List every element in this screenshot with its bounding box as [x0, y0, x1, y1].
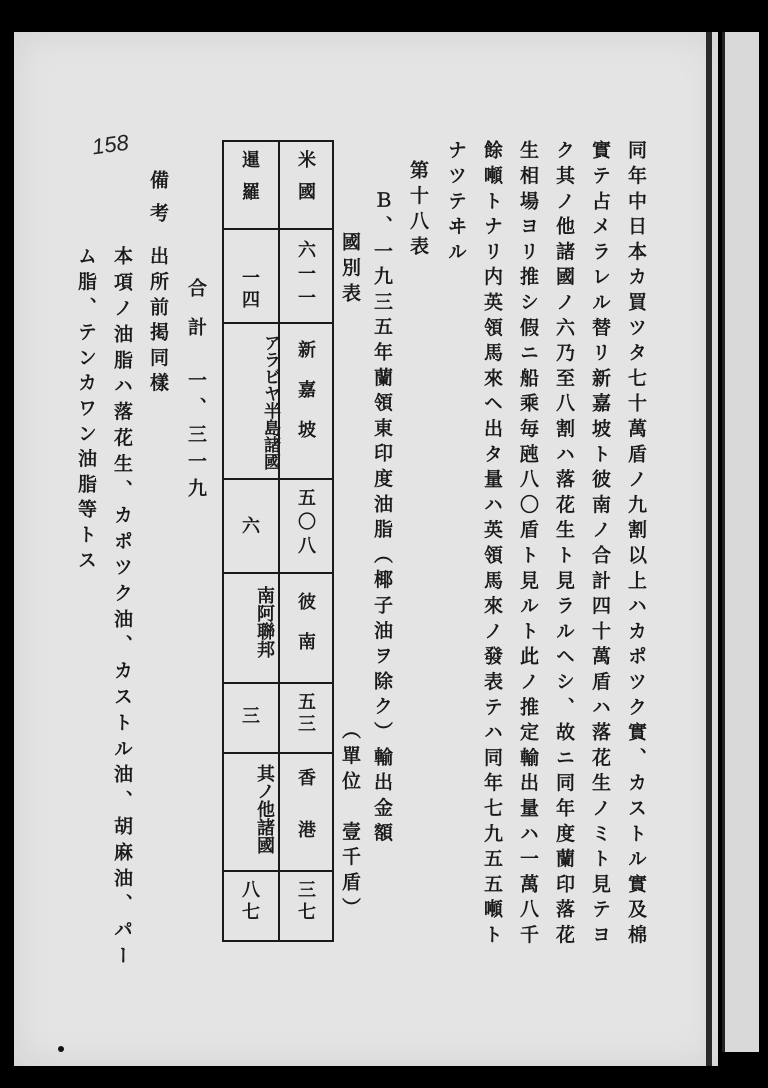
- table-cell-name: 米國: [295, 150, 316, 214]
- notes-source: 出所前掲同樣: [147, 246, 169, 398]
- notes-line-1: 本項ノ油脂ハ落花生、カポツク油、カストル油、胡麻油、パー: [111, 246, 133, 972]
- notes-label: 備考: [147, 170, 169, 236]
- notes-line-2: ム脂、テンカワン油脂等トス: [75, 246, 97, 575]
- total-value: 一、三一九: [185, 370, 207, 505]
- table-title: Ｂ、一九三五年蘭領東印度油脂（椰子油ヲ除ク）輸出金額: [371, 190, 393, 848]
- table-cell-value: 六: [239, 516, 260, 534]
- body-column-1: 同年中日本カ買ツタ七十萬盾ノ九割以上ハカポツク實、カストル實及棉: [625, 140, 647, 950]
- table-cell-value: 八七: [239, 880, 260, 924]
- table-cell-name: 彼南: [295, 592, 316, 672]
- table-cell-name: 新嘉坡: [295, 340, 316, 460]
- table-unit: （單位 壹千盾）: [339, 720, 361, 923]
- table-cell-value: 五三: [295, 692, 316, 736]
- table-cell-value: 六一一: [295, 240, 316, 312]
- body-column-5: 餘噸トナリ内英領馬來ヘ出タ量ハ英領馬來ノ發表テハ同年七九五五噸ト: [481, 140, 503, 950]
- table-cell-name: 南阿聯邦: [254, 586, 275, 658]
- body-column-4: 生相場ヨリ推シ假ニ船乘毎瓲八〇盾ト見ルト此ノ推定輸出量ハ一萬八千: [517, 140, 539, 950]
- adjacent-page-edge: [722, 32, 759, 1052]
- total-label: 合計: [185, 278, 207, 356]
- table-cell-value: 三七: [295, 880, 316, 924]
- table-cell-value: 一四: [239, 268, 260, 312]
- table-subtitle: 國別表: [339, 232, 361, 308]
- body-column-3: ク其ノ他諸國ノ六乃至八割ハ落花生ト見ラルヘシ、故ニ同年度蘭印落花: [553, 140, 575, 950]
- page-number: 158: [90, 129, 131, 160]
- table-cell-value: 五〇八: [295, 488, 316, 560]
- table-cell-name: アラビヤ半島諸國: [260, 334, 280, 470]
- table-cell-name: 暹羅: [239, 150, 260, 214]
- ink-spot: [58, 1046, 64, 1052]
- body-column-6: ナツテヰル: [445, 140, 467, 267]
- table-cell-name: 其ノ他諸國: [254, 764, 275, 854]
- binding-edge: [706, 32, 712, 1066]
- table-cell-name: 香港: [295, 768, 316, 872]
- table-cell-value: 三: [239, 706, 260, 724]
- body-column-2: 實テ占メラレル替リ新嘉坡ト彼南ノ合計四十萬盾ハ落花生ノミト見テヨ: [589, 140, 611, 950]
- table-heading: 第十八表: [407, 160, 429, 262]
